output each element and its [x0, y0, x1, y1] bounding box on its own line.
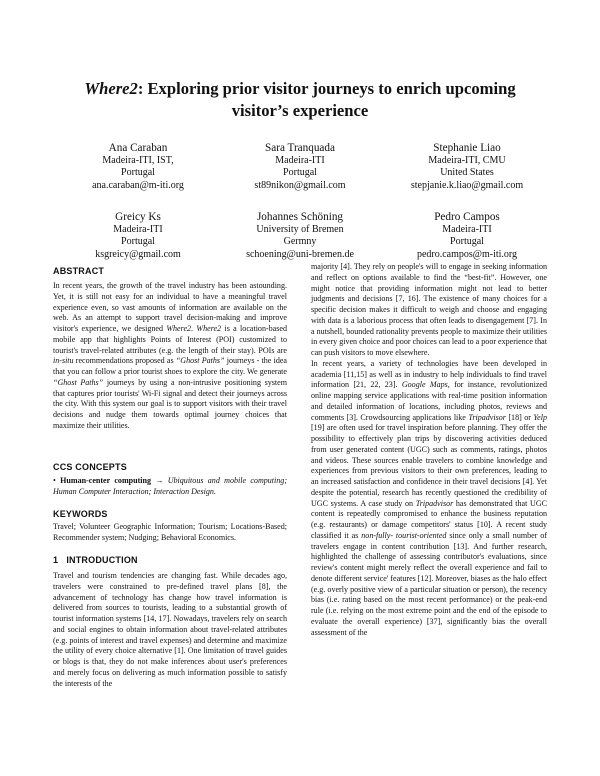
text-emphasis: Tripadvisor [415, 498, 454, 508]
author-name: Stephanie Liao [433, 142, 501, 154]
section-title: INTRODUCTION [66, 555, 138, 565]
arrow-icon: → [155, 476, 164, 485]
text-part: has demonstrated that UGC content is repeatedly compromised to enhance the business reputation (e.g. restaurants) or damage competitors' status [10]. A recent study classified it as [311, 498, 548, 540]
abstract-part: . [191, 324, 197, 333]
author-affiliation: Madeira-ITI [275, 155, 325, 166]
abstract-emphasis: Where2 [166, 324, 192, 333]
ccs-bullet: • [53, 476, 56, 485]
abstract-part: recommendations proposed as [73, 356, 176, 366]
author-country: Germny [283, 236, 317, 248]
author-affiliation: University of Bremen [256, 224, 344, 235]
author-country: United States [440, 167, 494, 179]
author-name: Johannes Schöning [256, 211, 344, 223]
title-app-name: Where2 [84, 79, 138, 98]
text-part: , for instance, revolutionized online mapping service applications with real-time position information and detailed information of locations, including photos, reviews and comments [3]. Crowdsourcing applications like [311, 380, 547, 422]
author-block [53, 141, 223, 192]
ccs-concept: Human-center computing [60, 476, 152, 485]
paragraph [311, 359, 547, 639]
author-block [215, 141, 385, 192]
author-email: ksgreicy@gmail.com [95, 248, 181, 260]
author-affiliation: Madeira-ITI, IST, [102, 155, 174, 166]
title-text: : Exploring prior visitor journeys to enrich upcoming visitor’s experience [137, 79, 516, 120]
abstract-text [53, 281, 287, 432]
text-part: [18] or [505, 412, 534, 422]
author-email: pedro.campos@m-iti.org [416, 248, 518, 260]
author-email: st89nikon@gmail.com [254, 179, 346, 191]
abstract-emphasis: “Ghost Paths” [175, 356, 225, 366]
author-country: Portugal [121, 167, 155, 179]
author-country: Portugal [450, 236, 484, 248]
abstract-part: journeys by using a non-intrusive positioning system that captures prior tourists' Wi-Fi signal and detect their journeys across the city. With this system our goal is to support visitors with their travel decisions and nudge them towards optimal journey choices that maximize their utilities. [53, 377, 287, 430]
author-affiliation: Madeira-ITI, CMU [428, 155, 506, 166]
author-email: ana.caraban@m-iti.org [92, 179, 184, 191]
abstract-heading: ABSTRACT [53, 266, 105, 276]
author-block [382, 210, 552, 261]
author-name: Sara Tranquada [265, 142, 335, 154]
abstract-emphasis: “Ghost Paths” [53, 377, 104, 387]
abstract-emphasis: in-situ [53, 356, 74, 366]
author-block [382, 141, 552, 192]
author-block [53, 210, 223, 261]
intro-heading [53, 555, 287, 566]
keywords-heading: KEYWORDS [53, 509, 108, 519]
author-country: Portugal [283, 167, 317, 179]
author-email: schoening@uni-bremen.de [246, 248, 354, 260]
section-number: 1 [53, 555, 59, 565]
text-emphasis: non-fully- tourist-oriented [361, 530, 447, 540]
text-emphasis: Google Maps [401, 380, 448, 390]
paragraph: majority [4]. They rely on people's will to engage in seeking information and reflect on options available to find the “best-fit”. However, one might notice that providing information might not lead to better judgments and decisions [7, 16]. The existence of many choices for a specific decision makes it difficult to weigh and choose and engaging with data is a laborious process that often leads to disengagement [7]. In a nutshell, bounded rationality prevents people to maximize their utilities in every given choice and poor choices can lead to a poor experience that can push visitors to move elsewhere. [311, 262, 547, 357]
author-name: Pedro Campos [434, 211, 500, 223]
paper-title [60, 78, 540, 122]
text-emphasis: Tripadvisor [468, 412, 506, 422]
author-affiliation: Madeira-ITI [113, 224, 163, 235]
author-name: Ana Caraban [108, 142, 168, 154]
author-affiliation: Madeira-ITI [442, 224, 492, 235]
abstract-part: In recent years, the growth of the travel industry has been astounding. Yet, it is still not easy for an individual to have a meaningful travel experience even, so vast amounts of information are available on the web. As an attempt to support travel decision-making and improve visitor's experience, we designed [53, 281, 287, 333]
intro-text: Travel and tourism tendencies are changing fast. While decades ago, travelers were constrained to pre-defined travel plans [8], the advancement of technology has change how travel information is delivered from sources to tourists, leading to a substantial growth of tourist information systems [14, 17]. Nowadays, travelers rely on search and social engines to obtain information about travel-related attributes (e.g. points of interest and travel expenses) and determine and maximize the utility of every choice alternative [1]. One limitation of travel guides or blogs is that, they do not make inferences about user's preferences and merely focus on delivering as much information possible to satisfy the interests of the [53, 571, 287, 688]
author-name: Greicy Ks [115, 211, 161, 223]
ccs-text [53, 476, 287, 498]
text-emphasis: Yelp [533, 412, 547, 422]
author-country: Portugal [121, 236, 155, 248]
abstract-emphasis: Where2 [196, 324, 222, 333]
text-part: In recent years, a variety of technologies have been developed in academia [11,15] as well as in industry to help individuals to find travel information [21, 22, 23]. [311, 358, 547, 390]
abstract-part: is a location-based mobile app that highlights Points of Interest (POI) customized to tourist's travel-related attributes (e.g. the length of their stay). POIs are [53, 324, 287, 355]
ccs-heading: CCS CONCEPTS [53, 462, 127, 472]
keywords-text: Travel; Volunteer Geographic Information; Tourism; Locations-Based; Recommender system; Nudging; Behavioral Economics. [53, 522, 287, 542]
right-column-text [311, 262, 547, 638]
abstract-part: journeys - the idea that you can follow a prior tourist shoes to explore the city. We generate [53, 356, 287, 376]
text-part: since only a small number of travelers engage in content contribution [13]. And further research, highlighted the challenge of assessing contributor's evaluations, since review's content might merely reflect the overall experience and fail to denote different service' features [12]. Moreover, biases as the halo effect (e.g. overly positive view of a particular situation or person), the recency bias (i.e. rating based on the most recent performance) or the peak-end rule (i.e. relying on the most extreme point and the end of the episode to evaluate the overall experience) [37], significantly bias the overall assessment of the [311, 530, 547, 637]
author-email: stepjanie.k.liao@gmail.com [410, 179, 524, 191]
ccs-subconcepts: Ubiquitous and mobile computing; Human Computer Interaction; Interaction Design. [53, 476, 288, 496]
text-part: [19] are often used for travel inspiration before planning. They offer the possibility to effectively plan trips by discovering activities deduced from user generated content (UGC) such as comments, ratings, photos and videos. These sources enable travelers to combine knowledge and experiences from previous visitors to their own preferences, leading to an increased satisfaction and confidence in their travel decisions [4]. Yet despite the potential, research has recently questioned the credibility of UGC systems. A case study on [311, 423, 547, 508]
author-block [215, 210, 385, 261]
